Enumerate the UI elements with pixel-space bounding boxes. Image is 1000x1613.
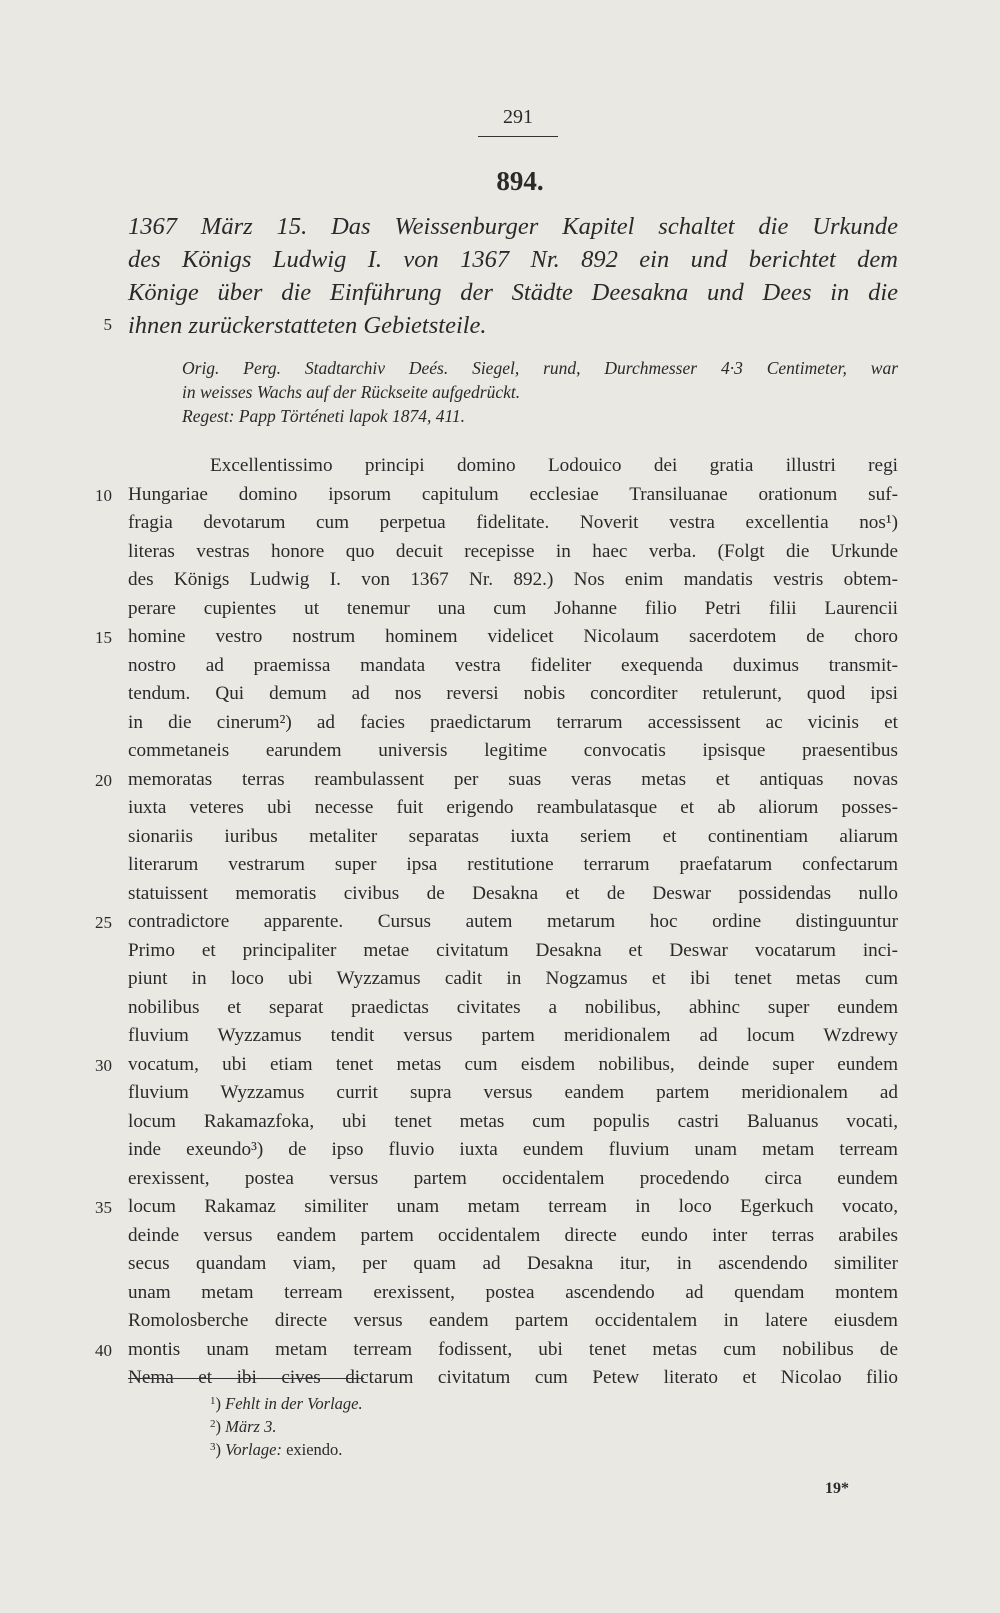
footnote-prefix: Vorlage:: [225, 1440, 282, 1459]
footnote-rule: [128, 1378, 364, 1379]
heading-line: des Königs Ludwig I. von 1367 Nr. 892 ein und berichtet dem: [128, 246, 898, 273]
footnote-mark: 2: [210, 1418, 216, 1430]
footnotes: [210, 1390, 363, 1459]
text-line: des Königs Ludwig I. von 1367 Nr. 892.) Nos enim mandatis vestris obtem-: [128, 569, 898, 590]
text-line: sionariis iuribus metaliter separatas iuxta seriem et continentiam aliarum: [128, 825, 898, 847]
line-number: 35: [95, 1198, 112, 1217]
text-line: nobilibus et separat praedictas civitates a nobilibus, abhinc super eundem: [128, 996, 898, 1018]
footnote-paren: ): [215, 1394, 226, 1413]
line-number: 40: [95, 1340, 112, 1360]
text-line: unam metam terream erexissent, postea ascendendo ad quendam montem: [128, 1281, 898, 1303]
text-line: secus quandam viam, per quam ad Desakna itur, in ascendendo similiter: [128, 1253, 898, 1274]
footnote-text: Fehlt in der Vorlage.: [225, 1394, 363, 1413]
line-number: 5: [103, 315, 112, 334]
text-line: commetaneis earundem universis legitime convocatis ipsisque praesentibus: [128, 740, 898, 761]
page-number: 291: [503, 106, 533, 128]
metadata-line: Regest: Papp Történeti lapok 1874, 411.: [182, 406, 466, 426]
line-number: 30: [95, 1055, 112, 1075]
document-number: 894.: [496, 166, 544, 196]
text-line: fluvium Wyzzamus tendit versus partem meridionalem ad locum Wzdrewy: [128, 1025, 898, 1046]
metadata-line: in weisses Wachs auf der Rückseite aufgedrückt.: [182, 382, 521, 402]
footnote-mark: 1: [210, 1395, 216, 1407]
text-line: locum Rakamaz similiter unam metam terream in loco Egerkuch vocato,: [128, 1196, 898, 1217]
text-line: Romolosberche directe versus eandem partem occidentalem in latere eiusdem: [128, 1310, 898, 1331]
text-line: Primo et principaliter metae civitatum Desakna et Deswar vocatarum inci-: [128, 939, 898, 961]
metadata-line: Orig. Perg. Stadtarchiv Deés. Siegel, rund, Durchmesser 4·3 Centimeter, war: [182, 358, 898, 378]
text-line: deinde versus eandem partem occidentalem directe eundo inter terras arabiles: [128, 1224, 898, 1246]
text-line: fluvium Wyzzamus currit supra versus eandem partem meridionalem ad: [128, 1082, 898, 1103]
line-number: 25: [95, 913, 112, 932]
text-line: memoratas terras reambulassent per suas veras metas et antiquas novas: [128, 768, 898, 790]
footnote: [210, 1436, 363, 1459]
text-line: montis unam metam terream fodissent, ubi tenet metas cum nobilibus de: [128, 1338, 898, 1360]
text-line: Hungariae domino ipsorum capitulum ecclesiae Transiluanae orationum suf-: [128, 483, 898, 505]
text-line: nostro ad praemissa mandata vestra fideliter exequenda duximus transmit-: [128, 654, 898, 676]
text-line: vocatum, ubi etiam tenet metas cum eisdem nobilibus, deinde super eundem: [128, 1053, 898, 1075]
text-line: erexissent, postea versus partem occidentalem procedendo circa eundem: [128, 1167, 898, 1189]
text-line: inde exeundo³) de ipso fluvio iuxta eundem fluvium unam metam terream: [128, 1139, 898, 1160]
text-line: perare cupientes ut tenemur una cum Johanne filio Petri filii Laurencii: [128, 597, 898, 619]
source-metadata: [128, 356, 898, 428]
text-line: piunt in loco ubi Wyzzamus cadit in Nogzamus et ibi tenet metas cum: [128, 968, 898, 989]
text-line: Nema et ibi cives dictarum civitatum cum Petew literato et Nicolao filio: [128, 1367, 898, 1388]
text-line: literarum vestrarum super ipsa restitutione terrarum praefatarum confectarum: [128, 854, 898, 875]
heading-line: ihnen zurückerstatteten Gebietsteile.: [128, 312, 487, 339]
charter-text: [128, 452, 898, 1393]
line-number: 15: [95, 628, 112, 647]
text-line: statuissent memoratis civibus de Desakna et de Deswar possidendas nullo: [128, 882, 898, 904]
text-line: in die cinerum²) ad facies praedictarum terrarum accessissent ac vicinis et: [128, 711, 898, 733]
line-number: 10: [95, 485, 112, 505]
text-line: literas vestras honore quo decuit recepisse in haec verba. (Folgt die Urkunde: [128, 540, 898, 562]
page-number-rule: [478, 136, 558, 137]
text-line: locum Rakamazfoka, ubi tenet metas cum populis castri Baluanus vocati,: [128, 1110, 898, 1132]
footnote-mark: 3: [210, 1441, 216, 1453]
footnote-paren: ): [215, 1417, 226, 1436]
footnote: [210, 1413, 363, 1436]
text-line: tendum. Qui demum ad nos reversi nobis concorditer retulerunt, quod ipsi: [128, 683, 898, 704]
footnote-paren: ): [215, 1440, 226, 1459]
heading-line: Könige über die Einführung der Städte Deesakna und Dees in die: [128, 279, 898, 306]
line-number: 20: [95, 770, 112, 790]
document-heading: [128, 210, 898, 342]
footnote-text: März 3.: [225, 1417, 277, 1436]
text-line: fragia devotarum cum perpetua fidelitate. Noverit vestra excellentia nos¹): [128, 512, 898, 533]
printer-signature: 19*: [825, 1480, 849, 1497]
text-line: homine vestro nostrum hominem videlicet Nicolaum sacerdotem de choro: [128, 626, 898, 647]
footnote-text: exiendo.: [286, 1440, 343, 1459]
footnote: [210, 1390, 363, 1413]
heading-line: 1367 März 15. Das Weissenburger Kapitel schaltet die Urkunde: [128, 213, 898, 240]
text-line: iuxta veteres ubi necesse fuit erigendo reambulatasque et ab aliorum posses-: [128, 797, 898, 818]
text-line: Excellentissimo principi domino Lodouico dei gratia illustri regi: [210, 455, 898, 476]
text-line: contradictore apparente. Cursus autem metarum hoc ordine distinguuntur: [128, 911, 898, 932]
